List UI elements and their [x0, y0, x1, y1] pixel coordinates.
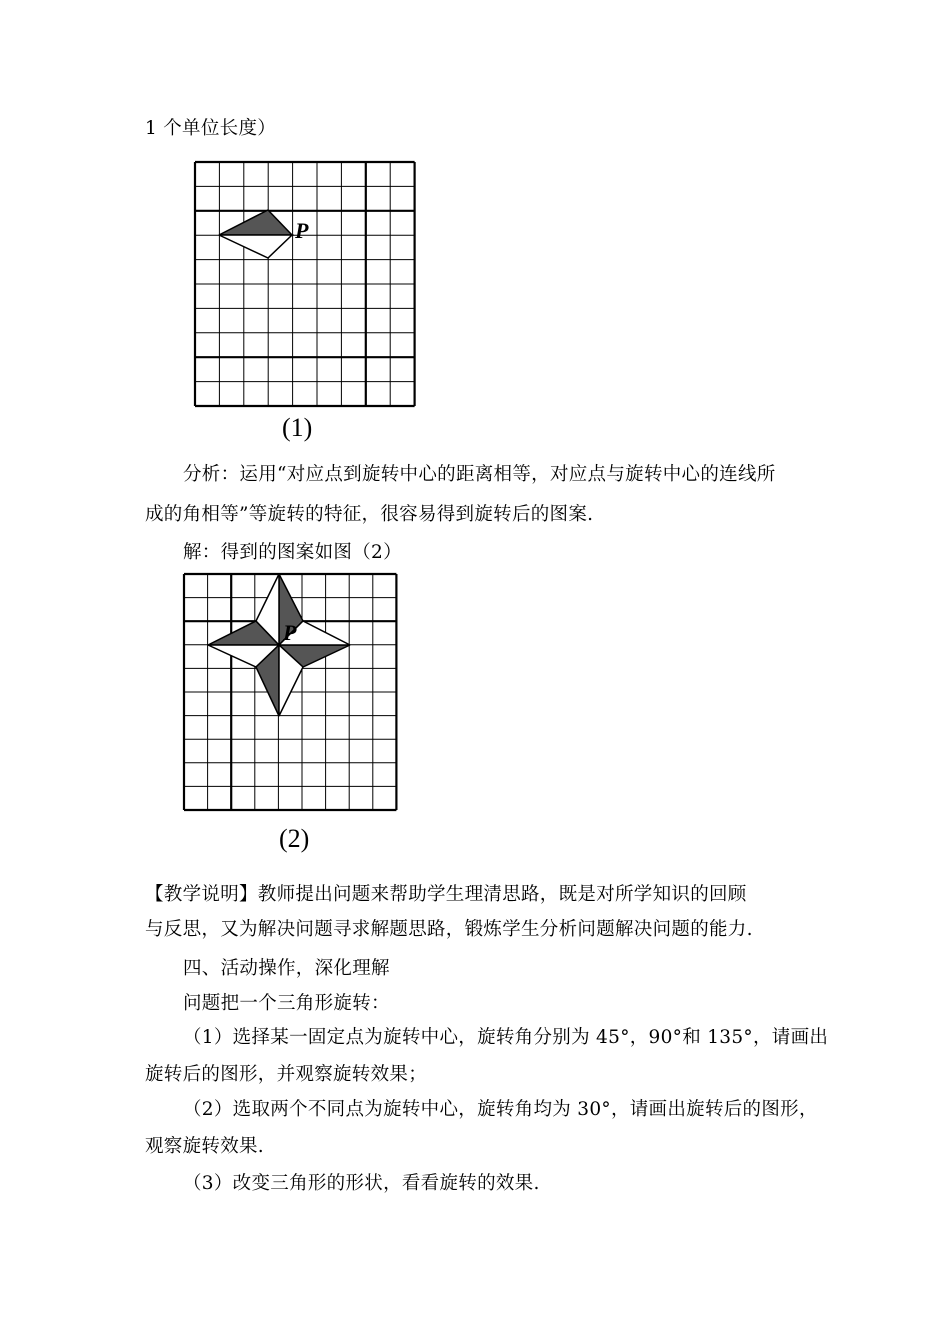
section-heading-activity: 四、活动操作，深化理解: [183, 958, 390, 979]
point-p-label-fig1: P: [295, 218, 309, 243]
text-line-task-1b: 旋转后的图形，并观察旋转效果；: [145, 1064, 428, 1085]
text-line-teaching-note-2: 与反思，又为解决问题寻求解题思路，锻炼学生分析问题解决问题的能力.: [145, 919, 753, 940]
text-line-problem: 问题把一个三角形旋转：: [183, 993, 390, 1014]
text-line-analysis-1: 分析：运用“对应点到旋转中心的距离相等，对应点与旋转中心的连线所: [183, 464, 776, 485]
figure-1-grid: [190, 157, 420, 409]
white-triangle: [219, 235, 292, 258]
figure-2-caption: (2): [279, 824, 310, 853]
shaded-triangle: [219, 210, 292, 235]
text-line-analysis-2: 成的角相等”等旋转的特征，很容易得到旋转后的图案.: [145, 504, 594, 525]
text-line-unit-length: 1 个单位长度）: [145, 118, 277, 139]
text-line-teaching-note-1: 【教学说明】教师提出问题来帮助学生理清思路，既是对所学知识的回顾: [145, 884, 747, 905]
text-line-task-2a: （2）选取两个不同点为旋转中心，旋转角均为 30°，请画出旋转后的图形，: [183, 1099, 818, 1120]
text-line-task-1a: （1）选择某一固定点为旋转中心，旋转角分别为 45°，90°和 135°，请画出: [183, 1027, 829, 1048]
text-line-task-2b: 观察旋转效果.: [145, 1136, 264, 1157]
figure-1-caption: (1): [282, 413, 313, 442]
text-line-task-3: （3）改变三角形的形状，看看旋转的效果.: [183, 1173, 540, 1194]
point-p-label-fig2: P: [283, 620, 297, 645]
figure-2-grid: [180, 569, 404, 815]
text-line-solution: 解：得到的图案如图（2）: [183, 542, 402, 563]
